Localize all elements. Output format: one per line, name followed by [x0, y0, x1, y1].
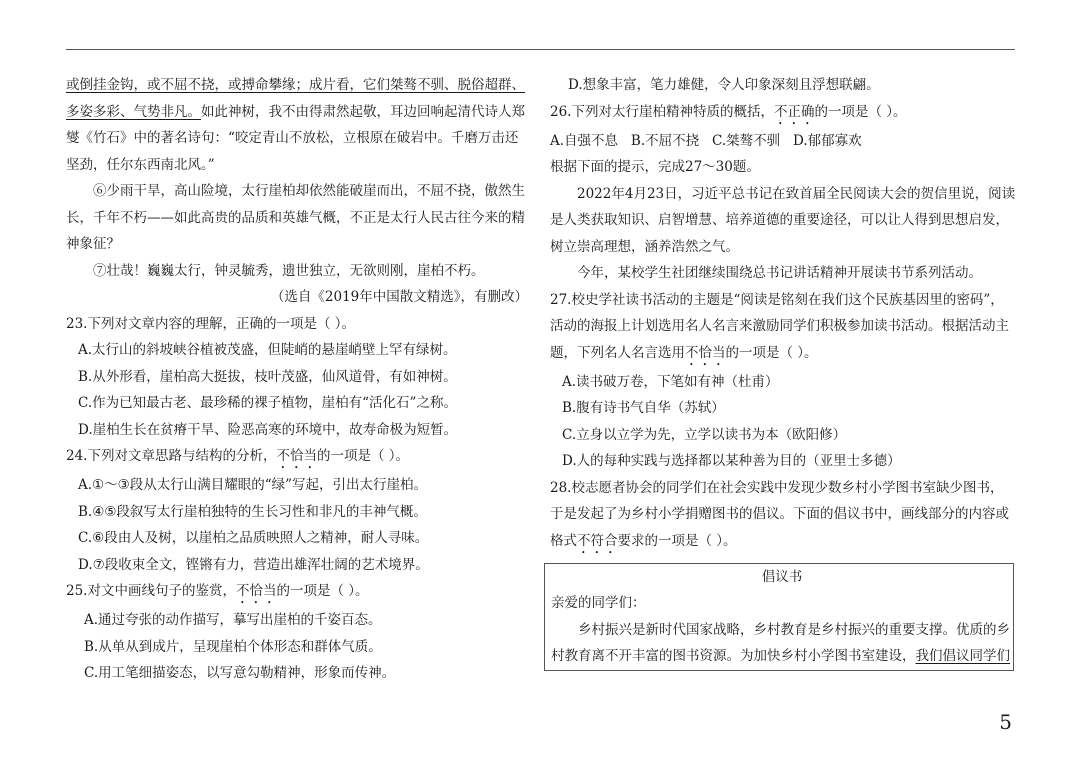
question-28-stem: 28.校志愿者协会的同学们在社会实践中发现少数乡村小学图书室缺少图书，于是发起了为乡村小学捐赠图书的倡议。下面的倡议书中，画线部分的内容或格式不符合要求的一项是（ ）。	[550, 479, 1009, 549]
underlined-phrase: 我们倡议同学们	[915, 648, 1010, 664]
question-24-option-d: D.⑦段收束全文，铿锵有力，营造出雄浑壮阔的艺术境界。	[78, 556, 429, 573]
question-27-option-b: B.腹有诗书气自华（苏轼）	[562, 400, 725, 416]
proposal-letter-box	[544, 563, 1014, 671]
source-note: （选自《2019年中国散文精选》，有删改）	[270, 289, 528, 305]
question-24-option-c: C.⑥段由人及树，以崖柏之品质映照人之精神，耐人寻味。	[78, 530, 429, 546]
question-24-option-b: B.④⑤段叙写太行崖柏独特的生长习性和非凡的丰神气概。	[78, 503, 427, 520]
letter-body: 乡村振兴是新时代国家战略，乡村教育是乡村振兴的重要支撑。优质的乡村教育离不开丰富的图书资源。为加快乡村小学图书室建设，我们倡议同学们	[551, 621, 1010, 664]
question-27-option-a: A.读书破万卷，下笔如有神（杜甫）	[562, 373, 779, 390]
paragraph-6: ⑥少雨干旱，高山险境，太行崖柏却依然能破崖而出，不屈不挠，傲然生长，千年不朽——如此高贵的品质和英雄气概，不正是太行人民古往今来的精神象征？	[66, 183, 525, 252]
intro-paragraph-1: 2022年4月23日，习近平总书记在致首届全民阅读大会的贺信里说，阅读是人类获取知识、启智增慧、培养道德的重要途径，可以让人得到思想启发，树立崇高理想，涵养浩然之气。	[550, 185, 1016, 255]
question-25-option-c: C.用工笔细描姿态，以写意勾勒精神，形象而传神。	[84, 665, 396, 681]
emphasis-word: 不符合	[577, 532, 618, 549]
question-23-option-b: B.从外形看，崖柏高大挺拔，枝叶茂盛，仙风道骨，有如神树。	[78, 368, 457, 385]
page-number: 5	[999, 710, 1012, 734]
paragraph-7: ⑦壮哉！巍巍太行，钟灵毓秀，遗世独立，无欲则刚，崖柏不朽。	[93, 262, 485, 279]
intro-paragraph-2: 今年，某校学生社团继续围绕总书记讲话精神开展读书节系列活动。	[577, 265, 982, 281]
header-rule	[66, 49, 1015, 50]
question-24-stem: 24.下列对文章思路与结构的分析，不恰当的一项是（ ）。	[66, 448, 410, 464]
question-26-options: A.自强不息 B.不屈不挠 C.桀骜不驯 D.郁郁寡欢	[550, 132, 862, 149]
question-27-option-d: D.人的每种实践与选择都以某种善为目的（亚里士多德）	[562, 453, 901, 469]
emphasis-word: 不恰当	[235, 583, 277, 599]
question-23-option-d: D.崖柏生长在贫瘠干旱、险恶高寒的环境中，故寿命极为短暂。	[78, 421, 458, 438]
question-27-option-c: C.立身以立学为先，立学以读书为本（欧阳修）	[562, 426, 847, 443]
question-23-stem: 23.下列对文章内容的理解，正确的一项是（ ）。	[66, 315, 356, 332]
question-23-option-c: C.作为已知最古老、最珍稀的裸子植物，崖柏有“活化石”之称。	[78, 395, 457, 411]
question-25-stem: 25.对文中画线句子的鉴赏，不恰当的一项是（ ）。	[66, 583, 369, 599]
question-25-option-d: D.想象丰富，笔力雄健，令人印象深刻且浮想联翩。	[568, 77, 880, 93]
emphasis-word: 不恰当	[276, 448, 317, 464]
paragraph-5-end: 或倒挂金钩，或不屈不挠，或搏命攀缘；成片看，它们桀骜不驯、脱俗超群、多姿多彩、气势非凡。如此神树，我不由得肃然起敬，耳边回响起清代诗人郑燮《竹石》中的著名诗句：“咬定青山不放松，立根原在破岩中。千磨万击还坚劲，任尔东西南北风。”	[66, 77, 525, 173]
underlined-sentence: 或倒挂金钩，或不屈不挠，或搏命攀缘；成片看，它们桀骜不驯、脱俗超群、多姿多彩、气势非凡。	[66, 77, 525, 120]
question-23-option-a: A.太行山的斜坡峡谷植被茂盛，但陡峭的悬崖峭壁上罕有绿树。	[78, 342, 457, 358]
letter-salutation: 亲爱的同学们：	[551, 595, 646, 611]
left-column	[66, 72, 530, 687]
right-column	[550, 72, 1016, 671]
emphasis-word: 不恰当	[685, 344, 726, 361]
question-25-option-b: B.从单从到成片，呈现崖柏个体形态和群体气质。	[84, 638, 382, 655]
emphasis-word: 不正确	[773, 103, 815, 120]
question-27-stem: 27.校史学社读书活动的主题是“阅读是铭刻在我们这个民族基因里的密码”，活动的海报上计划选用名人名言来激励同学们积极参加读书活动。根据活动主题，下列名人名言选用不恰当的一项是（ ）。	[550, 291, 1009, 361]
question-26-stem: 26.下列对太行崖柏精神特质的概括，不正确的一项是（ ）。	[550, 103, 907, 120]
section-prompt: 根据下面的提示，完成27～30题。	[550, 159, 760, 175]
question-25-option-a: A.通过夸张的动作描写，摹写出崖柏的千姿百态。	[84, 612, 382, 628]
letter-title: 倡议书	[761, 568, 803, 585]
question-24-option-a: A.①～③段从太行山满目耀眼的“绿”写起，引出太行崖柏。	[78, 477, 428, 493]
